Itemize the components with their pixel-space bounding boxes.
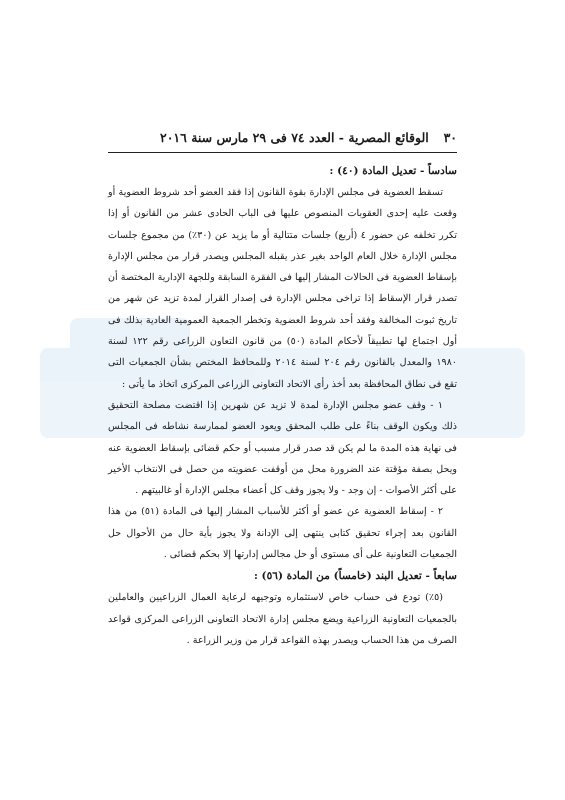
paragraph-article-40: تسقط العضوية فى مجلس الإدارة بقوة القانون إذا فقد العضو أحد شروط العضوية أو وقعت عليه إحدى العقوبات المنصوص عليها فى الباب الحادى عشر من القانون أو إذا تكرر تخلفه عن حضور ٤ (أربع) جلسات متتالية أو ما يزيد عن (٣٠٪) من مجموع جلسات مجلس الإدارة خلال العام الواحد بغير عذر يقبله المجلس ويصدر قرار من مجلس الإدارة بإسقاط العضوية فى الحالات المشار إليها فى الفقرة السابقة وللجهة الإدارية المختصة أن تصدر قرار الإسقاط إذا تراخى مجلس الإدارة فى إصدار القرار لمدة تزيد عن شهر من تاريخ ثبوت المخالفة وفقد أحد شروط العضوية وتخطر الجمعية العمومية العادية بذلك فى أول اجتماع لها تطبيقاً لأحكام المادة (٥٠) من قانون التعاون الزراعى رقم ١٢٢ لسنة ١٩٨٠ والمعدل بالقانون رقم ٢٠٤ لسنة ٢٠١٤ وللمحافظ المختص بشأن الجمعيات التى تقع فى نطاق المحافظة بعد أخذ رأى الاتحاد التعاونى الزراعى المركزى اتخاذ ما يأتى : (108, 187, 458, 390)
section-heading-40: سادساً - تعديل المادة (٤٠) : (329, 165, 457, 177)
paragraph-item-2: ٢ - إسقاط العضوية عن عضو أو أكثر للأسباب المشار إليها فى المادة (٥١) من هذا القانون بعد إجراء تحقيق كتابى ينتهى إلى الإدانة ولا يجوز بأية حال من الأحوال حل الجمعيات التعاونية على أى مستوى أو حل مجالس إدارتها إلا بحكم قضائى . (108, 506, 457, 561)
section-heading-56: سابعاً - تعديل البند (خامساً) من المادة (٥٦) : (253, 570, 457, 583)
document-body (108, 160, 457, 760)
paragraph-item-1: ١ - وقف عضو مجلس الإدارة لمدة لا تزيد عن شهرين إذا اقتضت مصلحة التحقيق ذلك ويكون الوقف بناءً على طلب المحقق ويعود العضو لممارسة نشاطه فى المجلس فى نهاية هذه المدة ما لم يكن قد صدر قرار مسبب أو حكم قضائى بإسقاط العضوية عنه ويحل بصفة مؤقتة عند الضرورة محل من أوقفت عضويته من حصل فى الانتخاب الأخير على أكثر الأصوات - إن وجد - ولا يجوز وقف كل أعضاء مجلس الإدارة أو غالبيتهم . (108, 399, 457, 497)
header-rule (108, 152, 457, 153)
header-title: الوقائع المصرية - العدد ٧٤ فى ٢٩ مارس سنة ٢٠١٦ (160, 129, 429, 145)
page-number: ٣٠ (443, 129, 457, 145)
page-header (160, 126, 457, 148)
paragraph-article-56: (٥٪) تودع فى حساب خاص لاستثماره وتوجيهه لرعاية العمال الزراعيين والعاملين بالجمعيات التعاونية الزراعية ويضع مجلس إدارة الاتحاد التعاونى الزراعى المركزى قواعد الصرف من هذا الحساب ويصدر بهذه القواعد قرار من وزير الزراعة . (108, 592, 457, 646)
